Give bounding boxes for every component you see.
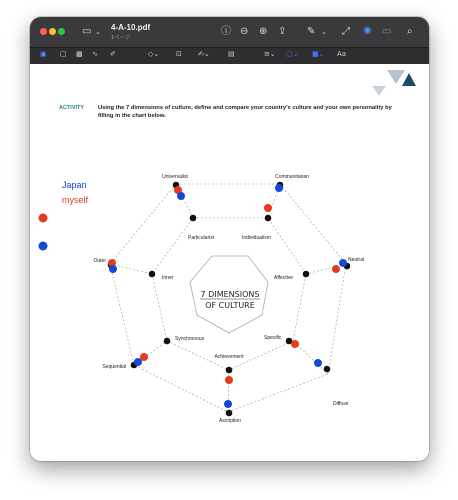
text-box-icon[interactable]: ⊡ — [176, 50, 182, 58]
search-icon[interactable]: ⌕ — [407, 26, 413, 37]
label-outer: Outer — [93, 258, 106, 264]
legend-japan-dot — [39, 242, 48, 251]
document-subtitle: 1ページ — [111, 35, 131, 41]
label-diffuse: Diffuse — [333, 401, 349, 407]
label-communitarian: Communitarian — [275, 174, 309, 180]
markup-chevron-icon[interactable]: ⌄ — [321, 28, 327, 36]
activity-instruction: Using the 7 dimensions of culture, define and compare your country's culture and your own personality by filling in the chart below. — [98, 105, 392, 119]
markup-pen-icon[interactable]: ✎ — [307, 26, 316, 37]
myself-marker — [332, 265, 340, 273]
zoom-out-icon[interactable]: ⊖ — [240, 26, 249, 37]
label-affective: Affective — [274, 275, 294, 281]
label-universalist: Universalist — [162, 174, 188, 180]
shape-style-icon[interactable]: ≡⌄ — [264, 50, 276, 58]
form-icon[interactable]: ▭ — [382, 26, 392, 37]
sign-icon[interactable]: ✍⌄ — [198, 50, 210, 58]
japan-marker — [339, 259, 347, 267]
anchor-dot — [149, 271, 156, 278]
label-ascription: Ascription — [219, 418, 241, 424]
legend-myself-dot — [39, 214, 48, 223]
anchor-dot — [265, 215, 272, 222]
myself-marker — [264, 204, 272, 212]
activity-label: ACTIVITY — [59, 105, 85, 111]
document-title: 4-A-10.pdf — [111, 23, 151, 32]
sketch-icon[interactable]: ∿ — [92, 50, 98, 58]
note-icon[interactable]: ▤ — [228, 50, 235, 58]
japan-marker — [134, 358, 142, 366]
center-title-line1: 7 DIMENSIONS — [200, 290, 260, 299]
label-neutral: Neutral — [348, 257, 365, 263]
legend-japan-label: Japan — [62, 180, 87, 190]
center-title-line2: OF CULTURE — [205, 301, 255, 310]
anchor-dot — [303, 271, 310, 278]
shapes-icon[interactable]: ◇⌄ — [148, 50, 160, 58]
corner-triangle-dark — [402, 73, 416, 86]
sidebar-toggle-icon[interactable]: ▭ — [82, 26, 92, 37]
japan-marker — [109, 265, 117, 273]
redact-icon[interactable]: ▩ — [76, 50, 83, 58]
label-achievement: Achievement — [214, 354, 244, 360]
markup-toolbar-icon[interactable]: ◉ — [363, 25, 372, 36]
legend-myself-label: myself — [62, 195, 89, 205]
text-selection-icon[interactable]: ▣ — [40, 50, 47, 58]
japan-marker — [177, 192, 185, 200]
japan-marker — [275, 184, 283, 192]
anchor-dot — [226, 367, 233, 374]
label-particularist: Particularist — [188, 235, 215, 241]
anchor-dot — [190, 215, 197, 222]
anchor-dot — [324, 366, 331, 373]
label-sequential: Sequential — [102, 364, 126, 370]
myself-markers — [39, 186, 341, 384]
japan-marker — [314, 359, 322, 367]
corner-triangle — [387, 70, 405, 84]
label-inner: Inner — [162, 275, 174, 281]
anchor-dot — [164, 338, 171, 345]
text-style-icon[interactable]: Aa — [337, 50, 347, 58]
corner-triangle-light — [372, 86, 386, 96]
label-synchronous: Synchronous — [175, 336, 205, 342]
label-individualism: Individualism — [242, 235, 271, 241]
myself-marker — [291, 340, 299, 348]
draw-icon[interactable]: ✐ — [110, 50, 116, 58]
rotate-icon[interactable]: ⤢ — [342, 26, 350, 37]
fill-color-icon[interactable]: ■⌄ — [312, 50, 325, 58]
share-icon[interactable]: ⇪ — [278, 26, 287, 37]
info-icon[interactable]: ⓘ — [221, 26, 231, 37]
anchor-dot — [226, 410, 233, 417]
border-color-icon[interactable]: ▢⌄ — [286, 50, 299, 58]
label-specific: Specific — [264, 335, 282, 341]
chevron-down-icon[interactable]: ⌄ — [95, 28, 101, 36]
myself-marker — [225, 376, 233, 384]
zoom-in-icon[interactable]: ⊕ — [259, 26, 268, 37]
rect-selection-icon[interactable]: ▢ — [60, 50, 67, 58]
japan-marker — [224, 400, 232, 408]
